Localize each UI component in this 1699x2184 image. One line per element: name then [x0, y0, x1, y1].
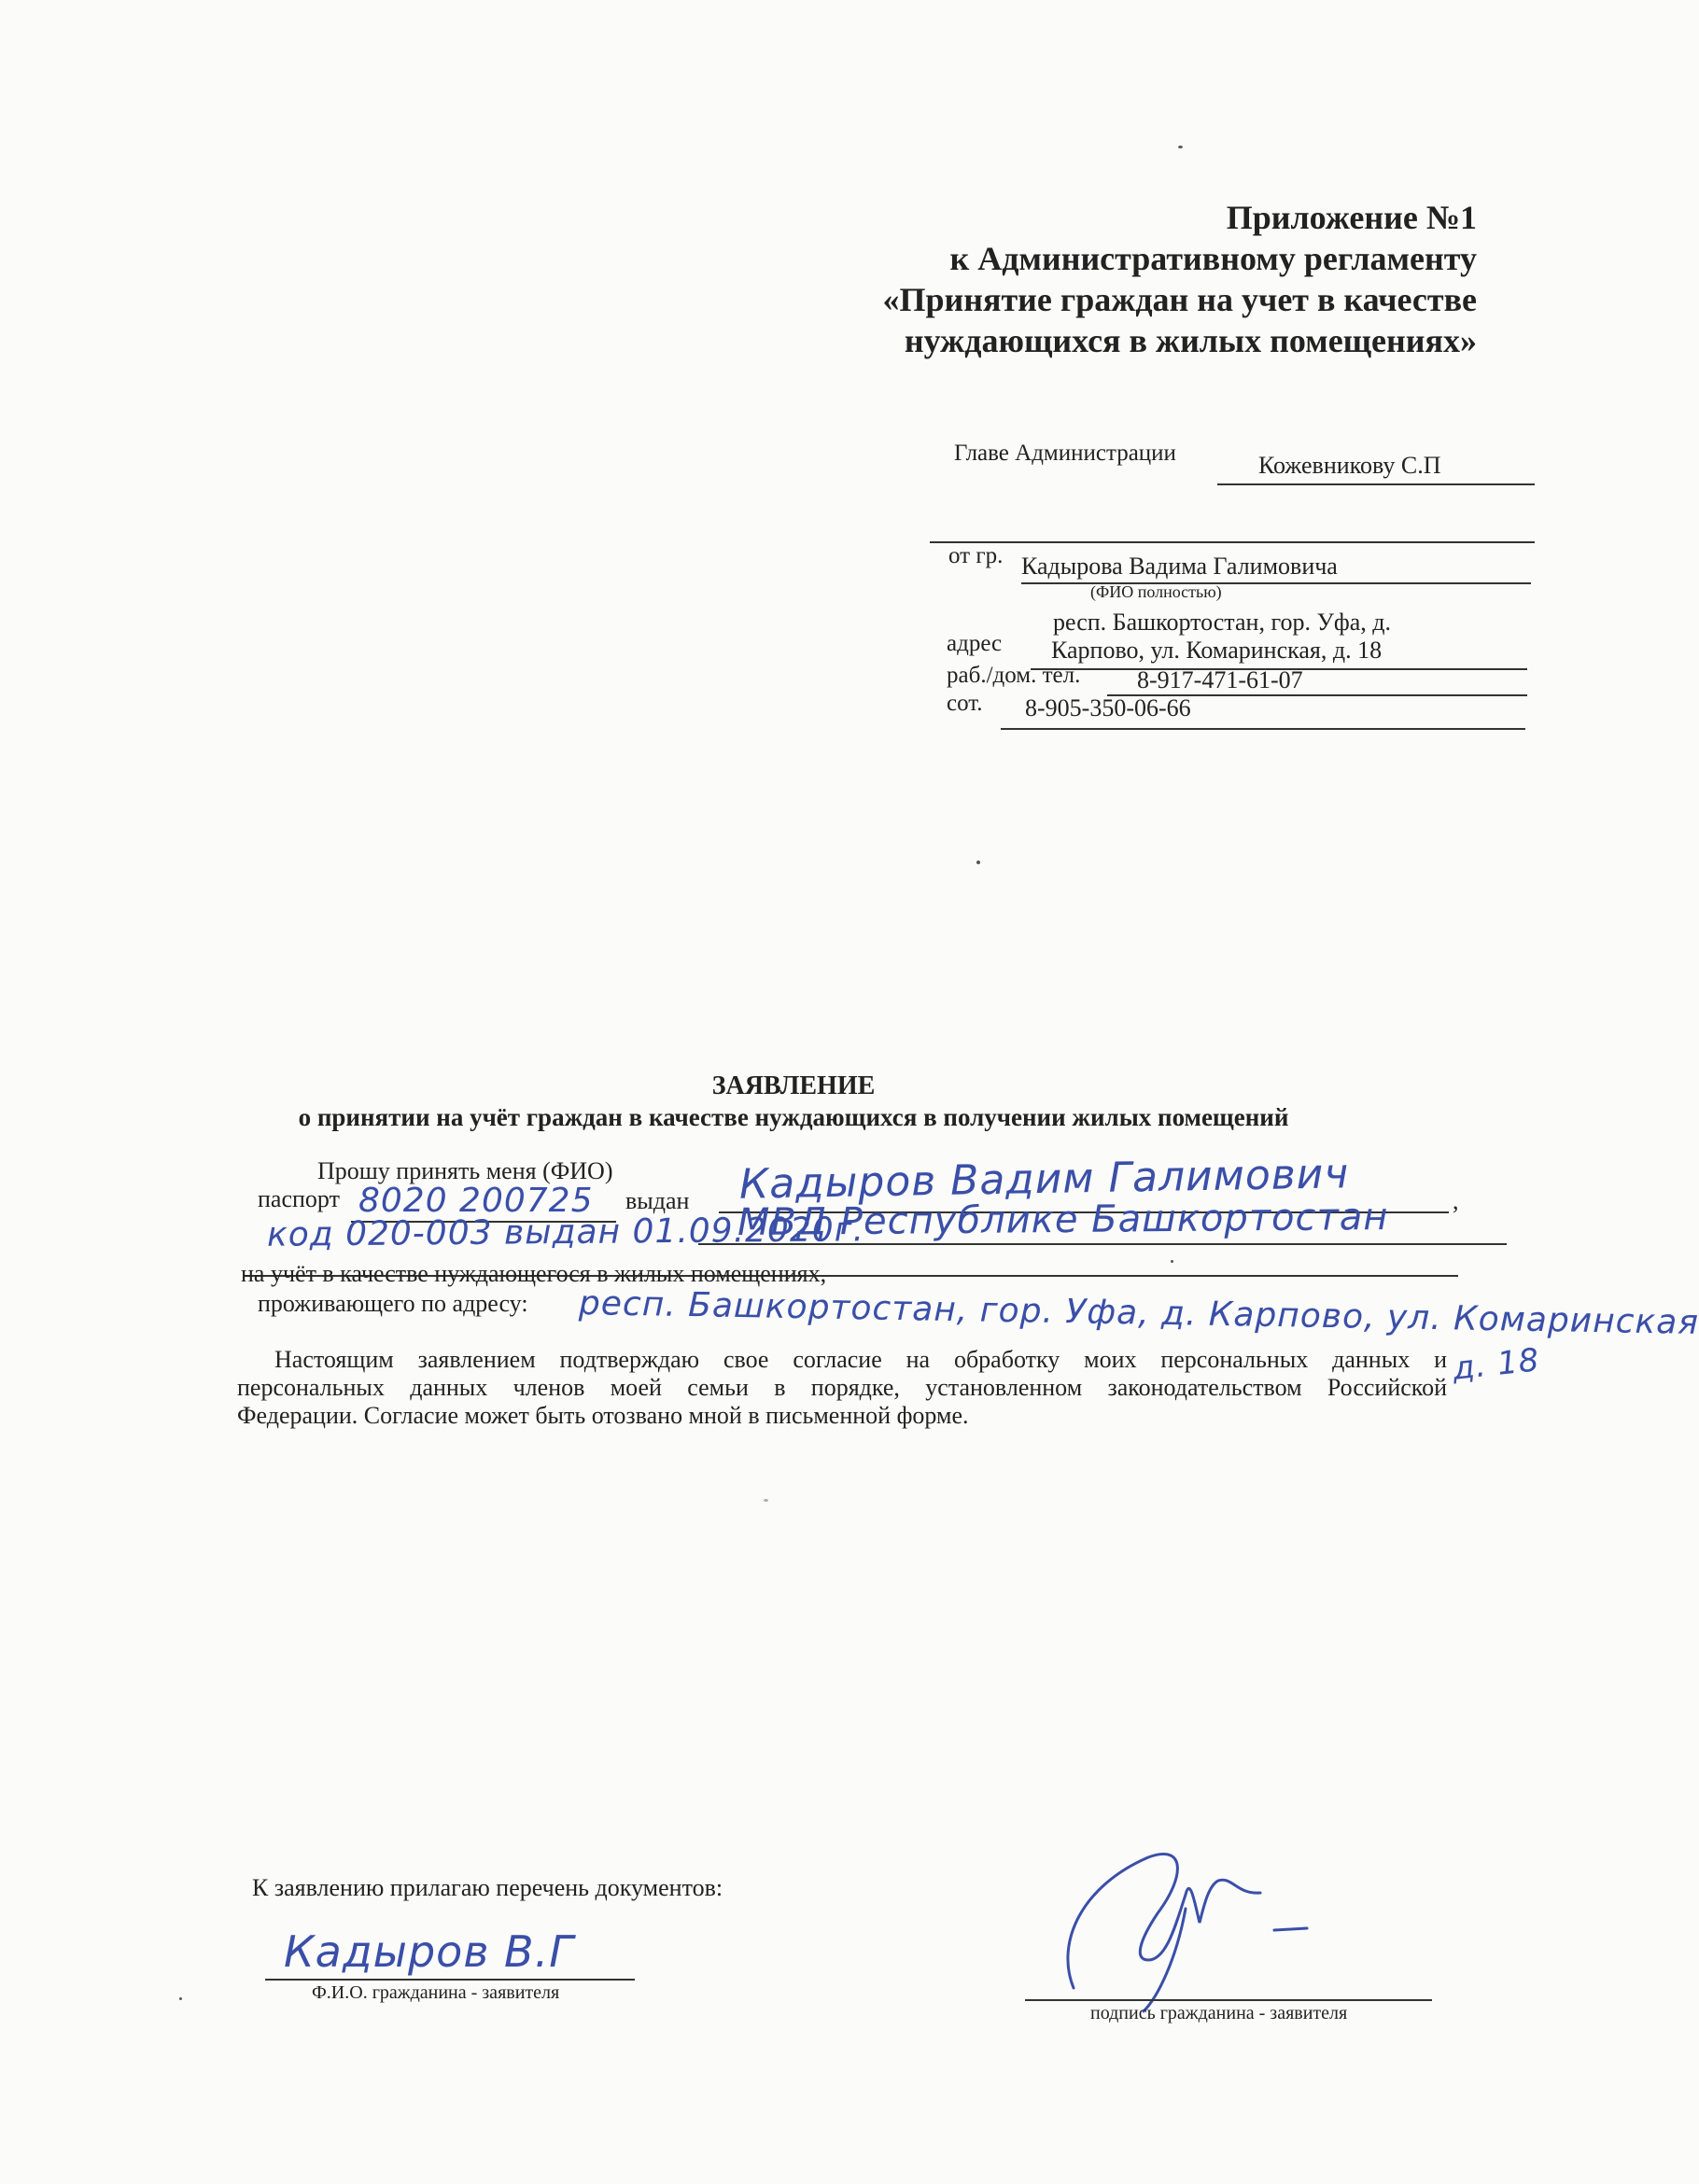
to-label: Главе Администрации: [954, 441, 1176, 466]
statement-subtitle: о принятии на учёт граждан в качестве нуждающихся в получении жилых помещений: [298, 1103, 1289, 1131]
issued-by-handwritten: МВД Республике Башкортостан: [737, 1195, 1389, 1245]
to-name-underline: [1217, 483, 1535, 485]
applicant-name-caption: Ф.И.О. гражданина - заявителя: [312, 1982, 560, 2003]
appendix-regulation-name-1: «Принятие граждан на учет в качестве: [882, 281, 1477, 318]
consent-line-3: Федерации. Согласие может быть отозвано мной в письменной форме.: [237, 1402, 969, 1429]
residence-address-handwritten: респ. Башкортостан, гор. Уфа, д. Карпово, ул. Комаринская: [578, 1284, 1699, 1342]
appendix-regulation-name-2: нуждающихся в жилых помещениях»: [904, 322, 1477, 359]
statement-title: ЗАЯВЛЕНИЕ: [711, 1071, 876, 1100]
scan-speck: [179, 1997, 182, 2000]
residence-label: проживающего по адресу:: [258, 1290, 528, 1317]
residence-house-handwritten: д. 18: [1451, 1341, 1542, 1388]
scan-speck: [1178, 146, 1183, 148]
appendix-regulation: к Административному регламенту: [949, 240, 1477, 277]
consent-line-1: Настоящим заявлением подтверждаю свое согласие на обработку моих персональных данных и: [274, 1346, 1447, 1373]
request-label: Прошу принять меня (ФИО): [317, 1157, 613, 1184]
applicant-name-underline: [265, 1979, 635, 1981]
fio-note: (ФИО полностью): [1090, 582, 1222, 601]
mobile-underline: [1001, 728, 1525, 730]
blank-underline: [930, 541, 1535, 543]
mobile-label: сот.: [947, 691, 983, 716]
attachments-label: К заявлению прилагаю перечень документов:: [252, 1874, 723, 1901]
consent-line-2: персональных данных членов моей семьи в порядке, установленном законодательством Российской: [237, 1374, 1447, 1401]
from-label: от гр.: [948, 543, 1004, 568]
appendix-title: Приложение №1: [1226, 199, 1477, 236]
mobile-phone: 8-905-350-06-66: [1025, 694, 1191, 721]
applicant-name-handwritten: Кадыров В.Г: [284, 1926, 574, 1977]
request-name-handwritten: Кадыров Вадим Галимович: [738, 1150, 1350, 1209]
request-comma: ,: [1453, 1187, 1459, 1214]
consent-paragraph: [237, 1346, 1447, 1430]
signature-caption: подпись гражданина - заявителя: [1090, 2003, 1348, 2023]
registration-text: на учёт в качестве нуждающегося в жилых помещениях,: [241, 1260, 827, 1287]
signature-underline: [1025, 1999, 1432, 2001]
address-line-1: респ. Башкортостан, гор. Уфа, д.: [1053, 609, 1391, 636]
from-name: Кадырова Вадима Галимовича: [1021, 553, 1338, 580]
scan-speck: [1171, 1260, 1173, 1263]
address-label: адрес: [947, 631, 1003, 656]
work-phone: 8-917-471-61-07: [1137, 666, 1303, 693]
scan-speck: [764, 1499, 768, 1502]
address-line-2: Карпово, ул. Комаринская, д. 18: [1051, 637, 1383, 664]
to-name: Кожевникову С.П: [1258, 452, 1441, 479]
scan-speck: [976, 861, 980, 864]
work-phone-label: раб./дом. тел.: [947, 663, 1081, 688]
passport-number-handwritten: 8020 200725: [358, 1182, 594, 1220]
passport-label: паспорт: [258, 1185, 340, 1212]
issued-label: выдан: [625, 1187, 690, 1214]
signature-drawing: [1046, 1820, 1326, 2016]
issued-detail-handwritten: код 020-003 выдан 01.09.2020г.: [266, 1211, 865, 1254]
